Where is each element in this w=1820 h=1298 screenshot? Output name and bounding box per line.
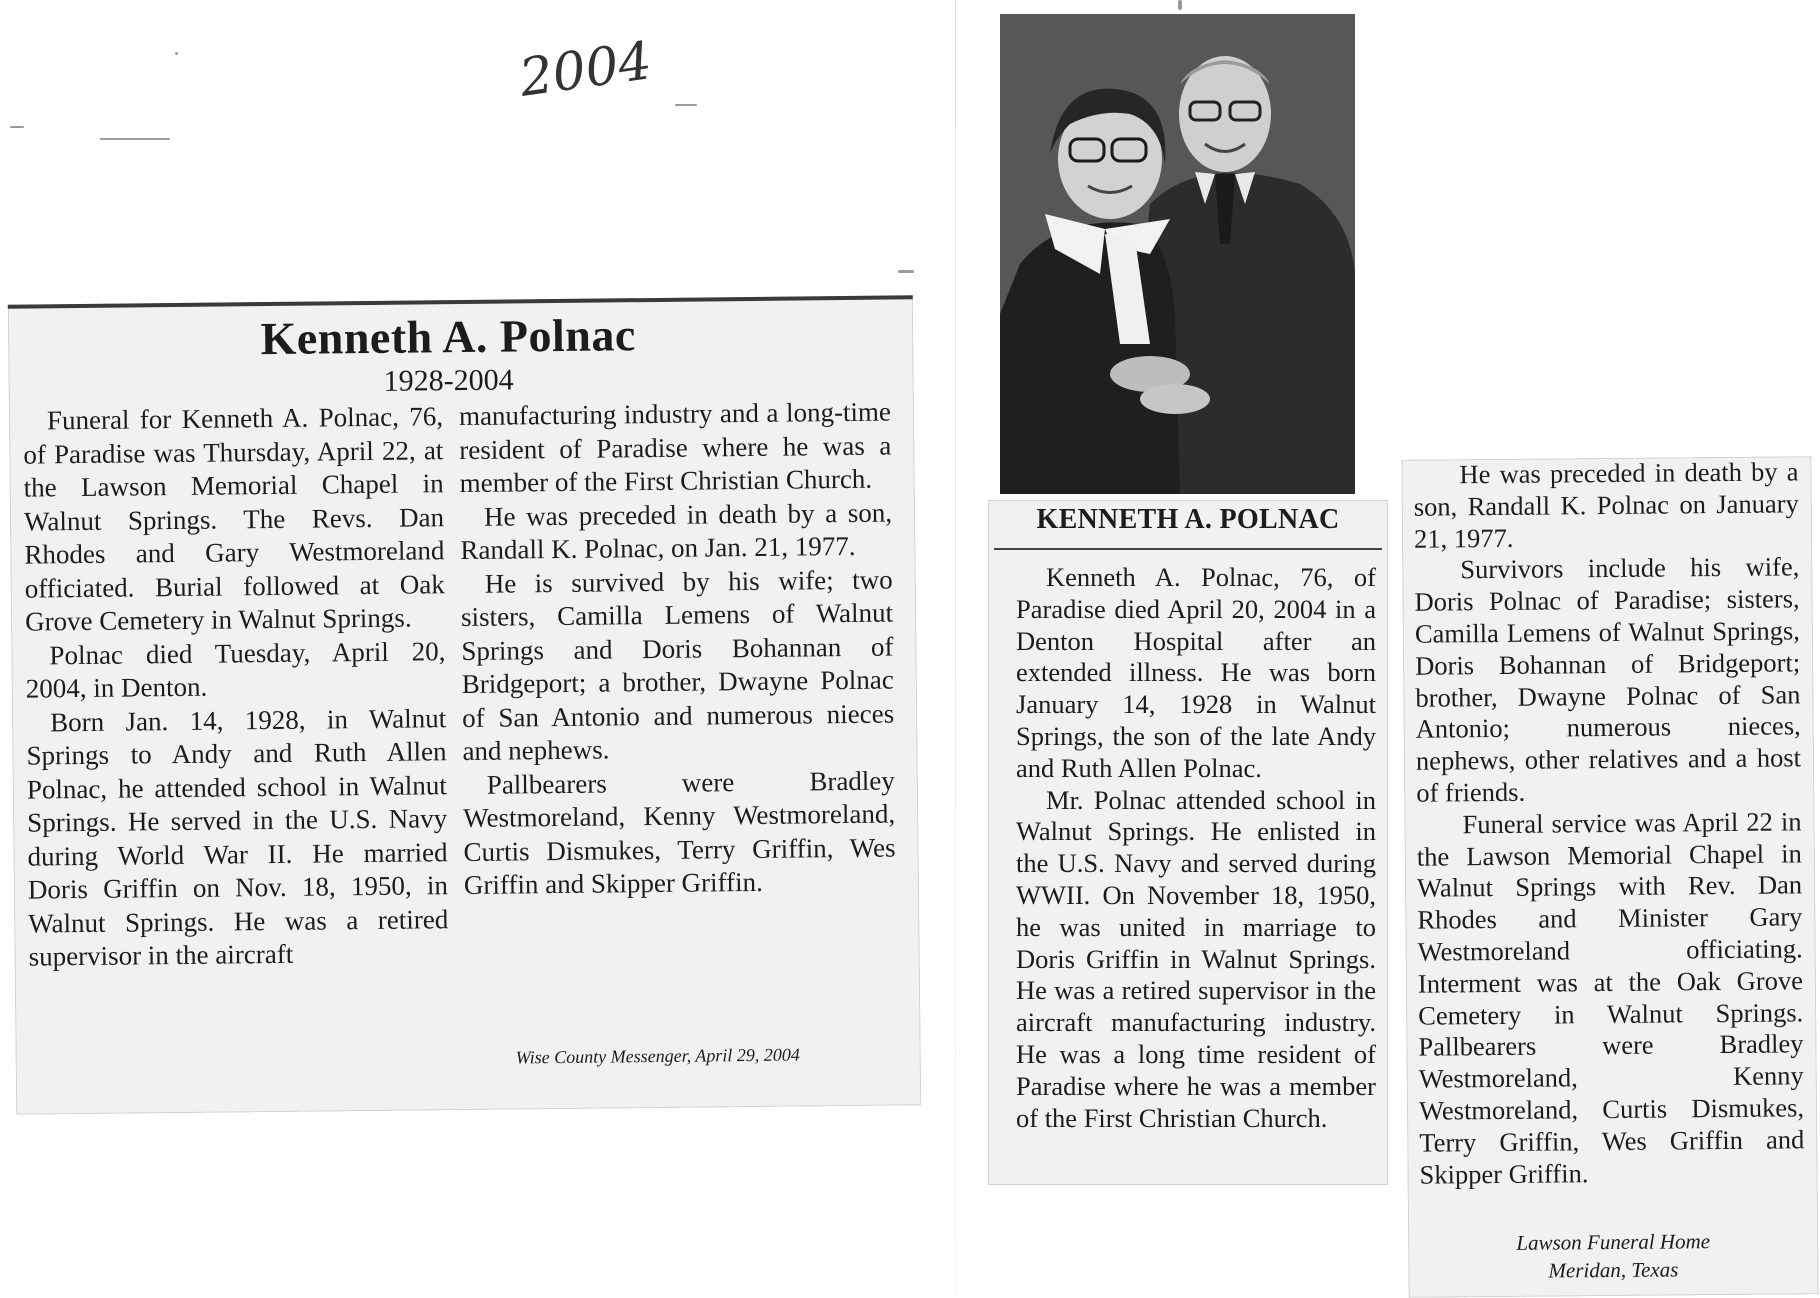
couple-photograph-image — [1000, 14, 1355, 494]
obituary-paragraph: Pallbearers were Bradley Westmoreland, Kenny Westmoreland, Curtis Dismukes, Terry Griffin, Wes Griffin and Skipper Griffin. — [463, 764, 896, 901]
scan-speck — [898, 270, 914, 273]
heading-rule — [994, 548, 1382, 550]
newspaper-source-credit: Wise County Messenger, April 29, 2004 — [515, 1044, 800, 1068]
obituary-paragraph: Born Jan. 14, 1928, in Walnut Springs to Andy and Ruth Allen Polnac, he attended school in Walnut Springs. He served in the U.S. Navy during World War II. He married Doris Griffin on Nov. 18, 1950, in Walnut Springs. He was a retired supervisor in the aircraft — [26, 702, 449, 972]
scan-speck — [175, 52, 178, 55]
obituary-column — [1016, 562, 1376, 1134]
obituary-paragraph: Funeral service was April 22 in the Lawson Memorial Chapel in Walnut Springs with Rev. Dan Rhodes and Minister Gary Westmoreland officiating. Interment was at the Oak Grove Cemetery in Walnut Springs. Pallbearers were Bradley Westmoreland, Kenny Westmoreland, Curtis Dismukes, Terry Griffin, Wes Griffin and Skipper Griffin. — [1416, 806, 1805, 1190]
obituary-paragraph: Survivors include his wife, Doris Polnac of Paradise; sisters, Camilla Lemens of Walnut Springs, Doris Bohannan of Bridgeport; brother, Dwayne Polnac of San Antonio; numerous nieces, nephews, other relatives and a host of friends. — [1414, 551, 1802, 808]
obituary-paragraph-continuation: manufacturing industry and a long-time resident of Paradise where he was a member of the First Christian Church. — [458, 396, 892, 499]
obituary-column-right — [459, 396, 896, 903]
scan-speck — [100, 138, 170, 140]
couple-photograph — [1000, 14, 1355, 494]
obituary-paragraph: Funeral for Kenneth A. Polnac, 76, of Paradise was Thursday, April 22, at the Lawson Memorial Chapel in Walnut Springs. The Revs. Dan Rhodes and Gary Westmoreland officiated. Burial followed at Oak Grove Cemetery in Walnut Springs. — [23, 401, 445, 637]
obituary-clipping-photo — [988, 500, 1388, 1185]
obituary-clipping-funeral-home — [1401, 456, 1818, 1298]
handwritten-year: 2004 — [515, 31, 656, 109]
obituary-paragraph: Mr. Polnac attended school in Walnut Springs. He enlisted in the U.S. Navy and served during WWII. On November 18, 1950, he was united in marriage to Doris Griffin in Walnut Springs. He was a retired supervisor in the aircraft manufacturing industry. He was a long time resident of Paradise where he was a member of the First Christian Church. — [1016, 784, 1376, 1133]
obituary-column — [1413, 456, 1804, 1191]
obituary-name-heading: KENNETH A. POLNAC — [1036, 504, 1340, 535]
obituary-column-left — [23, 400, 449, 974]
obituary-paragraph: Polnac died Tuesday, April 20, 2004, in Denton. — [25, 635, 446, 704]
funeral-home-location: Meridan, Texas — [1548, 1257, 1679, 1283]
obituary-name-heading: Kenneth A. Polnac — [260, 309, 637, 365]
scan-speck — [10, 126, 24, 128]
scan-speck — [675, 104, 697, 106]
obituary-paragraph: He is survived by his wife; two sisters, Camilla Lemens of Walnut Springs and Doris Bohannan of Bridgeport; a brother, Dwayne Polnac of San Antonio and numerous nieces and nephews. — [460, 564, 895, 767]
obituary-paragraph: Kenneth A. Polnac, 76, of Paradise died April 20, 2004 in a Denton Hospital after an extended illness. He was born January 14, 1928 in Walnut Springs, the son of the late Andy and Ruth Allen Polnac. — [1016, 562, 1376, 783]
scan-speck — [1178, 0, 1182, 10]
obituary-paragraph: He was preceded in death by a son, Randall K. Polnac on January 21, 1977. — [1413, 456, 1799, 554]
scan-page-fold — [955, 0, 956, 1296]
obituary-clipping-wise-county — [8, 295, 921, 1114]
obituary-years: 1928-2004 — [383, 363, 514, 398]
obituary-paragraph: He was preceded in death by a son, Randall K. Polnac, on Jan. 21, 1977. — [460, 497, 893, 566]
funeral-home-credit: Lawson Funeral Home — [1516, 1229, 1711, 1255]
